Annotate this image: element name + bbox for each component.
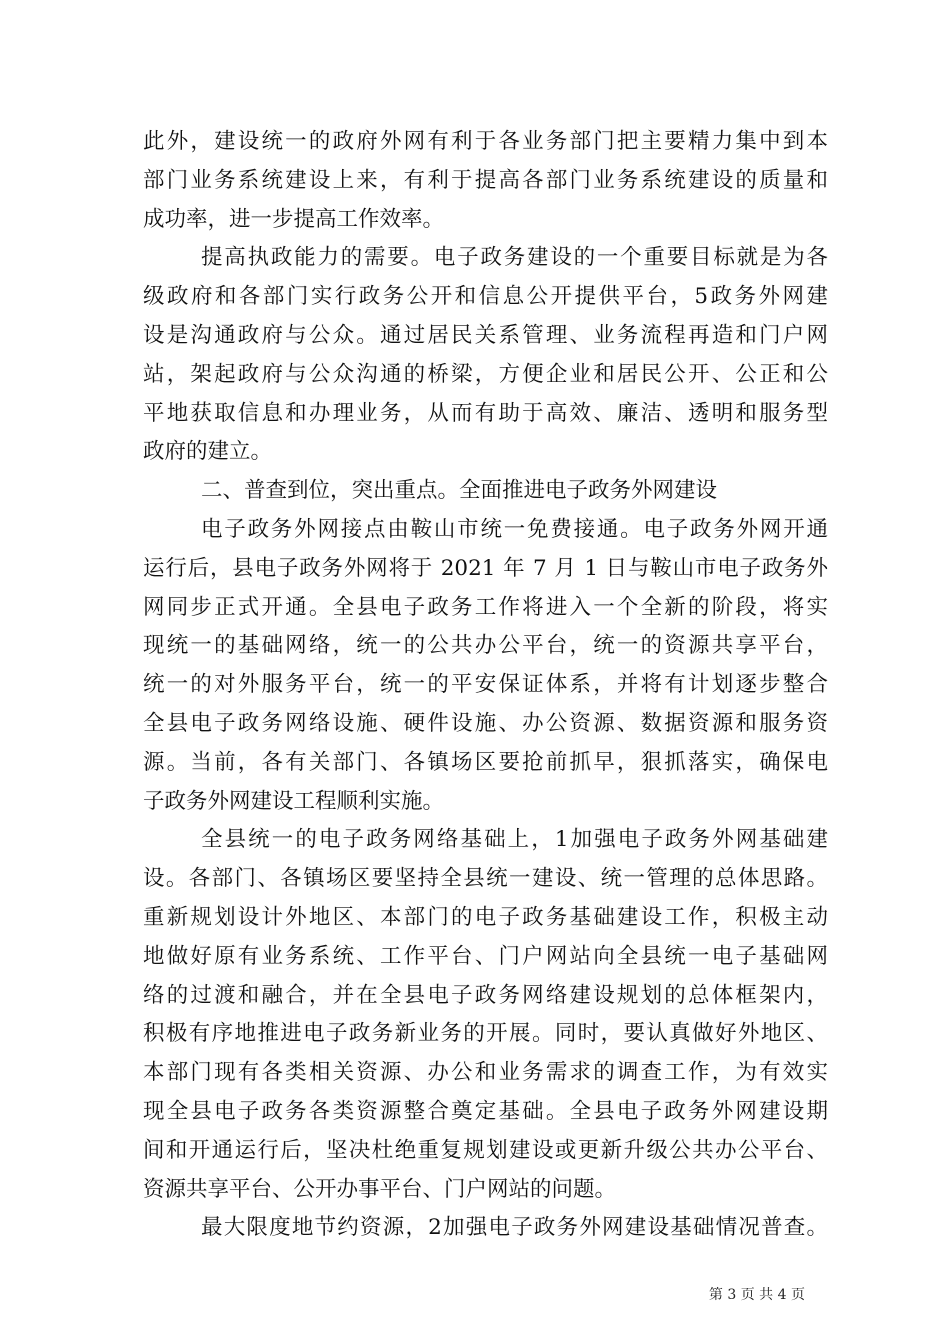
text-line: 络的过渡和融合，并在全县电子政务网络建设规划的总体框架内， [143,982,828,1008]
text-line: 设是沟通政府与公众。通过居民关系管理、业务流程再造和门户网 [143,322,828,348]
text-line: 积极有序地推进电子政务新业务的开展。同时，要认真做好外地区、 [143,1021,828,1047]
text-line: 本部门现有各类相关资源、办公和业务需求的调查工作，为有效实 [143,1060,828,1086]
text-line: 电子政务外网接点由鞍山市统一免费接通。电子政务外网开通 [201,516,828,542]
text-line: 全县电子政务网络设施、硬件设施、办公资源、数据资源和服务资 [143,710,828,736]
text-line: 成功率，进一步提高工作效率。 [143,206,445,232]
text-line: 网同步正式开通。全县电子政务工作将进入一个全新的阶段，将实 [143,594,828,620]
text-line: 现统一的基础网络，统一的公共办公平台，统一的资源共享平台， [143,633,828,659]
text-line: 全县统一的电子政务网络基础上，1加强电子政务外网基础建 [201,827,828,853]
text-line: 部门业务系统建设上来，有利于提高各部门业务系统建设的质量和 [143,167,828,193]
text-line: 统一的对外服务平台，统一的平安保证体系，并将有计划逐步整合 [143,672,828,698]
text-line: 地做好原有业务系统、工作平台、门户网站向全县统一电子基础网 [143,943,828,969]
text-line: 源。当前，各有关部门、各镇场区要抢前抓早，狠抓落实，确保电 [143,749,828,775]
text-line: 设。各部门、各镇场区要坚持全县统一建设、统一管理的总体思路。 [143,866,828,892]
text-line: 二、普查到位，突出重点。全面推进电子政务外网建设 [201,478,718,504]
page-number: 第 3 页 共 4 页 [708,1287,805,1303]
text-line: 站，架起政府与公众沟通的桥梁，方便企业和居民公开、公正和公 [143,361,828,387]
text-line: 此外，建设统一的政府外网有利于各业务部门把主要精力集中到本 [143,129,828,154]
text-line: 重新规划设计外地区、本部门的电子政务基础建设工作，积极主动 [143,904,828,930]
text-line: 政府的建立。 [143,439,273,465]
text-line: 子政务外网建设工程顺利实施。 [143,788,445,814]
document-body [143,123,828,1248]
text-line: 间和开通运行后，坚决杜绝重复规划建设或更新升级公共办公平台、 [143,1137,828,1163]
text-line: 资源共享平台、公开办事平台、门户网站的问题。 [143,1176,617,1202]
text-line: 提高执政能力的需要。电子政务建设的一个重要目标就是为各 [201,245,828,271]
text-line: 现全县电子政务各类资源整合奠定基础。全县电子政务外网建设期 [143,1098,828,1124]
text-line: 级政府和各部门实行政务公开和信息公开提供平台，5政务外网建 [143,284,828,310]
text-line: 平地获取信息和办理业务，从而有助于高效、廉洁、透明和服务型 [143,400,828,426]
text-line: 最大限度地节约资源，2加强电子政务外网建设基础情况普查。 [201,1215,828,1241]
text-line: 运行后，县电子政务外网将于 2021 年 7 月 1 日与鞍山市电子政务外 [143,555,828,581]
